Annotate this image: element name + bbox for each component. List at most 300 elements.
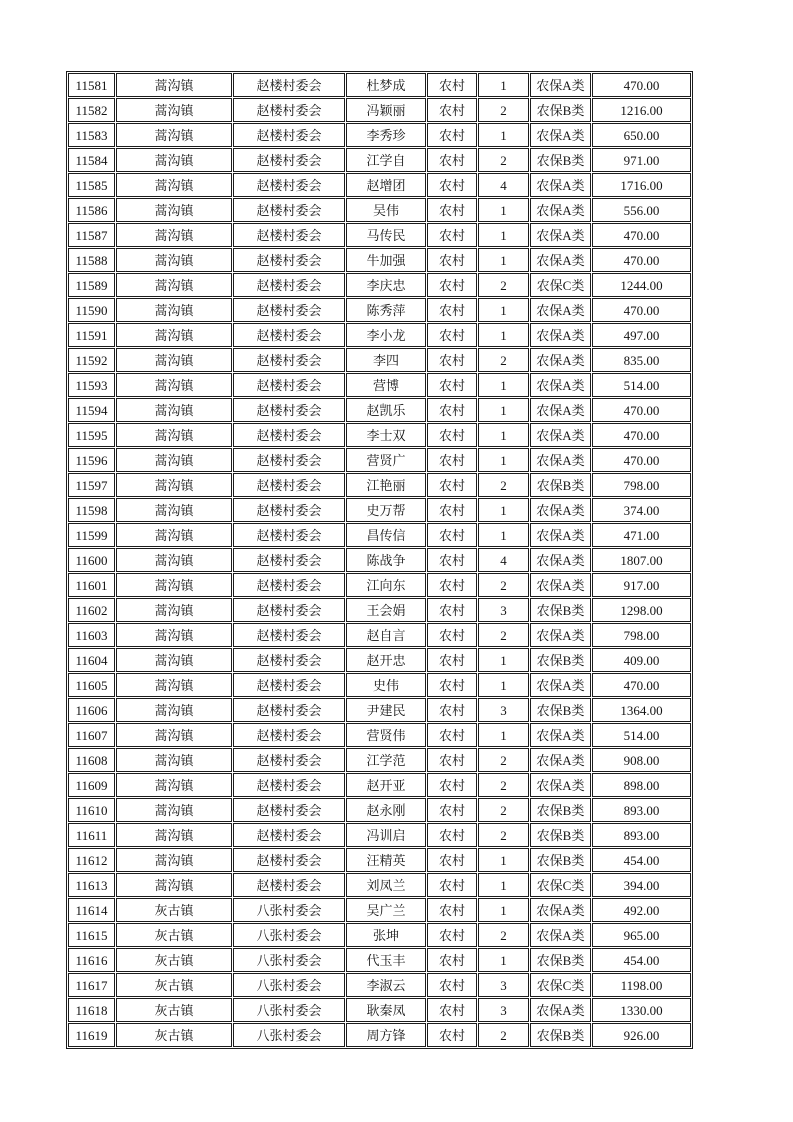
table-row [68, 398, 691, 422]
cell-insurance-category: 农保A类 [530, 223, 591, 247]
cell-residence-type: 农村 [427, 748, 477, 772]
cell-insurance-category: 农保B类 [530, 848, 591, 872]
cell-person-name: 史伟 [346, 673, 426, 697]
cell-record-id: 11608 [68, 748, 115, 772]
cell-insurance-category: 农保A类 [530, 373, 591, 397]
table-row [68, 423, 691, 447]
cell-insurance-category: 农保A类 [530, 498, 591, 522]
table-row [68, 298, 691, 322]
cell-amount: 893.00 [592, 798, 691, 822]
cell-town: 蒿沟镇 [116, 323, 232, 347]
cell-person-count: 1 [478, 498, 529, 522]
cell-insurance-category: 农保A类 [530, 423, 591, 447]
table-row [68, 148, 691, 172]
table-row [68, 873, 691, 897]
cell-person-name: 营贤伟 [346, 723, 426, 747]
cell-record-id: 11604 [68, 648, 115, 672]
cell-person-name: 耿秦凤 [346, 998, 426, 1022]
cell-amount: 1298.00 [592, 598, 691, 622]
cell-person-name: 江学范 [346, 748, 426, 772]
cell-person-name: 江学自 [346, 148, 426, 172]
table-row [68, 123, 691, 147]
cell-insurance-category: 农保A类 [530, 348, 591, 372]
cell-insurance-category: 农保B类 [530, 98, 591, 122]
table-row [68, 1023, 691, 1047]
cell-residence-type: 农村 [427, 123, 477, 147]
table-row [68, 523, 691, 547]
cell-residence-type: 农村 [427, 273, 477, 297]
cell-person-count: 2 [478, 273, 529, 297]
cell-town: 蒿沟镇 [116, 723, 232, 747]
cell-amount: 965.00 [592, 923, 691, 947]
cell-residence-type: 农村 [427, 523, 477, 547]
cell-person-count: 2 [478, 1023, 529, 1047]
cell-record-id: 11614 [68, 898, 115, 922]
cell-town: 灰古镇 [116, 923, 232, 947]
cell-insurance-category: 农保A类 [530, 748, 591, 772]
table-row [68, 173, 691, 197]
cell-record-id: 11607 [68, 723, 115, 747]
cell-village-committee: 赵楼村委会 [233, 648, 345, 672]
cell-town: 蒿沟镇 [116, 823, 232, 847]
cell-village-committee: 赵楼村委会 [233, 398, 345, 422]
table-row [68, 773, 691, 797]
cell-person-count: 1 [478, 523, 529, 547]
cell-amount: 908.00 [592, 748, 691, 772]
cell-amount: 470.00 [592, 248, 691, 272]
cell-amount: 470.00 [592, 448, 691, 472]
cell-residence-type: 农村 [427, 448, 477, 472]
cell-person-count: 2 [478, 623, 529, 647]
cell-residence-type: 农村 [427, 198, 477, 222]
cell-person-count: 3 [478, 998, 529, 1022]
cell-person-name: 史万帮 [346, 498, 426, 522]
table-row [68, 898, 691, 922]
cell-town: 蒿沟镇 [116, 698, 232, 722]
cell-town: 蒿沟镇 [116, 273, 232, 297]
cell-village-committee: 赵楼村委会 [233, 573, 345, 597]
cell-town: 蒿沟镇 [116, 623, 232, 647]
table-row [68, 323, 691, 347]
cell-amount: 650.00 [592, 123, 691, 147]
cell-record-id: 11602 [68, 598, 115, 622]
cell-record-id: 11612 [68, 848, 115, 872]
cell-person-count: 1 [478, 898, 529, 922]
table-body [68, 73, 691, 1047]
cell-person-name: 王会娟 [346, 598, 426, 622]
cell-village-committee: 赵楼村委会 [233, 123, 345, 147]
cell-town: 蒿沟镇 [116, 73, 232, 97]
cell-residence-type: 农村 [427, 898, 477, 922]
cell-record-id: 11590 [68, 298, 115, 322]
cell-residence-type: 农村 [427, 173, 477, 197]
cell-insurance-category: 农保A类 [530, 898, 591, 922]
table-row [68, 648, 691, 672]
cell-insurance-category: 农保B类 [530, 148, 591, 172]
cell-person-count: 1 [478, 723, 529, 747]
cell-person-count: 1 [478, 873, 529, 897]
table-row [68, 998, 691, 1022]
cell-record-id: 11619 [68, 1023, 115, 1047]
cell-person-count: 1 [478, 673, 529, 697]
cell-village-committee: 赵楼村委会 [233, 623, 345, 647]
cell-residence-type: 农村 [427, 323, 477, 347]
table-row [68, 273, 691, 297]
cell-amount: 492.00 [592, 898, 691, 922]
cell-village-committee: 赵楼村委会 [233, 373, 345, 397]
cell-record-id: 11582 [68, 98, 115, 122]
cell-record-id: 11609 [68, 773, 115, 797]
cell-person-name: 江艳丽 [346, 473, 426, 497]
cell-record-id: 11598 [68, 498, 115, 522]
cell-amount: 394.00 [592, 873, 691, 897]
cell-residence-type: 农村 [427, 473, 477, 497]
cell-town: 蒿沟镇 [116, 448, 232, 472]
cell-amount: 798.00 [592, 473, 691, 497]
cell-residence-type: 农村 [427, 673, 477, 697]
table-row [68, 923, 691, 947]
cell-person-count: 1 [478, 198, 529, 222]
cell-town: 蒿沟镇 [116, 573, 232, 597]
cell-insurance-category: 农保A类 [530, 173, 591, 197]
cell-person-name: 周方锋 [346, 1023, 426, 1047]
cell-village-committee: 赵楼村委会 [233, 723, 345, 747]
cell-residence-type: 农村 [427, 548, 477, 572]
cell-residence-type: 农村 [427, 923, 477, 947]
cell-record-id: 11616 [68, 948, 115, 972]
cell-person-name: 江向东 [346, 573, 426, 597]
cell-record-id: 11585 [68, 173, 115, 197]
cell-town: 灰古镇 [116, 948, 232, 972]
cell-person-count: 3 [478, 973, 529, 997]
cell-record-id: 11587 [68, 223, 115, 247]
cell-town: 蒿沟镇 [116, 248, 232, 272]
cell-person-name: 冯训启 [346, 823, 426, 847]
cell-residence-type: 农村 [427, 873, 477, 897]
cell-amount: 1198.00 [592, 973, 691, 997]
cell-amount: 374.00 [592, 498, 691, 522]
cell-residence-type: 农村 [427, 723, 477, 747]
cell-residence-type: 农村 [427, 498, 477, 522]
cell-person-name: 马传民 [346, 223, 426, 247]
cell-residence-type: 农村 [427, 373, 477, 397]
cell-insurance-category: 农保A类 [530, 573, 591, 597]
cell-person-name: 牛加强 [346, 248, 426, 272]
cell-village-committee: 八张村委会 [233, 898, 345, 922]
cell-amount: 454.00 [592, 948, 691, 972]
cell-village-committee: 赵楼村委会 [233, 198, 345, 222]
cell-person-count: 1 [478, 123, 529, 147]
cell-person-name: 吴广兰 [346, 898, 426, 922]
cell-residence-type: 农村 [427, 973, 477, 997]
cell-person-count: 2 [478, 823, 529, 847]
cell-residence-type: 农村 [427, 298, 477, 322]
cell-insurance-category: 农保A类 [530, 548, 591, 572]
cell-person-name: 李淑云 [346, 973, 426, 997]
cell-person-name: 营贤广 [346, 448, 426, 472]
table-row [68, 748, 691, 772]
cell-town: 蒿沟镇 [116, 748, 232, 772]
table-row [68, 948, 691, 972]
cell-record-id: 11583 [68, 123, 115, 147]
cell-person-count: 2 [478, 573, 529, 597]
cell-village-committee: 赵楼村委会 [233, 323, 345, 347]
cell-person-name: 赵增团 [346, 173, 426, 197]
cell-person-name: 代玉丰 [346, 948, 426, 972]
cell-amount: 470.00 [592, 298, 691, 322]
cell-town: 蒿沟镇 [116, 873, 232, 897]
cell-record-id: 11586 [68, 198, 115, 222]
cell-amount: 1330.00 [592, 998, 691, 1022]
cell-town: 蒿沟镇 [116, 98, 232, 122]
cell-person-name: 吴伟 [346, 198, 426, 222]
cell-residence-type: 农村 [427, 1023, 477, 1047]
cell-person-count: 1 [478, 848, 529, 872]
cell-record-id: 11618 [68, 998, 115, 1022]
cell-village-committee: 赵楼村委会 [233, 698, 345, 722]
cell-amount: 497.00 [592, 323, 691, 347]
cell-insurance-category: 农保A类 [530, 73, 591, 97]
cell-person-count: 1 [478, 73, 529, 97]
cell-record-id: 11581 [68, 73, 115, 97]
cell-amount: 409.00 [592, 648, 691, 672]
cell-residence-type: 农村 [427, 148, 477, 172]
cell-person-name: 李庆忠 [346, 273, 426, 297]
cell-insurance-category: 农保C类 [530, 873, 591, 897]
cell-village-committee: 赵楼村委会 [233, 423, 345, 447]
cell-insurance-category: 农保A类 [530, 123, 591, 147]
cell-person-name: 赵开亚 [346, 773, 426, 797]
cell-village-committee: 赵楼村委会 [233, 798, 345, 822]
cell-person-count: 4 [478, 173, 529, 197]
cell-insurance-category: 农保A类 [530, 248, 591, 272]
cell-residence-type: 农村 [427, 573, 477, 597]
cell-town: 灰古镇 [116, 998, 232, 1022]
table-row [68, 848, 691, 872]
cell-insurance-category: 农保C类 [530, 273, 591, 297]
cell-insurance-category: 农保A类 [530, 723, 591, 747]
cell-town: 蒿沟镇 [116, 198, 232, 222]
cell-record-id: 11595 [68, 423, 115, 447]
cell-person-name: 冯颖丽 [346, 98, 426, 122]
cell-town: 蒿沟镇 [116, 548, 232, 572]
cell-person-count: 1 [478, 323, 529, 347]
cell-residence-type: 农村 [427, 773, 477, 797]
cell-town: 灰古镇 [116, 1023, 232, 1047]
cell-village-committee: 赵楼村委会 [233, 848, 345, 872]
cell-person-count: 1 [478, 448, 529, 472]
table-row [68, 248, 691, 272]
table-row [68, 198, 691, 222]
cell-town: 蒿沟镇 [116, 298, 232, 322]
cell-record-id: 11588 [68, 248, 115, 272]
cell-amount: 471.00 [592, 523, 691, 547]
cell-residence-type: 农村 [427, 823, 477, 847]
cell-town: 灰古镇 [116, 973, 232, 997]
table-row [68, 223, 691, 247]
cell-person-count: 2 [478, 798, 529, 822]
cell-person-count: 3 [478, 698, 529, 722]
table-row [68, 498, 691, 522]
cell-residence-type: 农村 [427, 598, 477, 622]
cell-person-count: 1 [478, 223, 529, 247]
table-row [68, 623, 691, 647]
cell-record-id: 11615 [68, 923, 115, 947]
cell-record-id: 11603 [68, 623, 115, 647]
cell-insurance-category: 农保A类 [530, 998, 591, 1022]
cell-village-committee: 赵楼村委会 [233, 748, 345, 772]
cell-amount: 1807.00 [592, 548, 691, 572]
cell-record-id: 11584 [68, 148, 115, 172]
cell-insurance-category: 农保A类 [530, 923, 591, 947]
cell-person-count: 2 [478, 748, 529, 772]
cell-person-count: 2 [478, 148, 529, 172]
cell-amount: 470.00 [592, 673, 691, 697]
cell-person-name: 赵自言 [346, 623, 426, 647]
cell-village-committee: 赵楼村委会 [233, 173, 345, 197]
cell-person-count: 2 [478, 473, 529, 497]
cell-record-id: 11617 [68, 973, 115, 997]
cell-person-name: 李秀珍 [346, 123, 426, 147]
cell-residence-type: 农村 [427, 998, 477, 1022]
cell-person-count: 1 [478, 423, 529, 447]
cell-village-committee: 赵楼村委会 [233, 448, 345, 472]
cell-town: 蒿沟镇 [116, 798, 232, 822]
cell-insurance-category: 农保B类 [530, 798, 591, 822]
cell-person-count: 2 [478, 923, 529, 947]
cell-amount: 898.00 [592, 773, 691, 797]
cell-amount: 470.00 [592, 223, 691, 247]
cell-insurance-category: 农保A类 [530, 398, 591, 422]
cell-village-committee: 赵楼村委会 [233, 298, 345, 322]
cell-amount: 470.00 [592, 398, 691, 422]
cell-residence-type: 农村 [427, 248, 477, 272]
cell-person-count: 1 [478, 948, 529, 972]
table-row [68, 973, 691, 997]
table-row [68, 573, 691, 597]
cell-insurance-category: 农保B类 [530, 598, 591, 622]
cell-village-committee: 赵楼村委会 [233, 148, 345, 172]
cell-record-id: 11610 [68, 798, 115, 822]
table-row [68, 673, 691, 697]
cell-person-name: 汪精英 [346, 848, 426, 872]
cell-person-count: 4 [478, 548, 529, 572]
cell-amount: 454.00 [592, 848, 691, 872]
cell-record-id: 11592 [68, 348, 115, 372]
cell-record-id: 11599 [68, 523, 115, 547]
cell-village-committee: 八张村委会 [233, 923, 345, 947]
cell-village-committee: 赵楼村委会 [233, 348, 345, 372]
cell-residence-type: 农村 [427, 223, 477, 247]
cell-record-id: 11589 [68, 273, 115, 297]
cell-person-count: 1 [478, 373, 529, 397]
cell-person-name: 赵凯乐 [346, 398, 426, 422]
cell-village-committee: 赵楼村委会 [233, 273, 345, 297]
benefit-roster-table [66, 71, 693, 1049]
cell-person-name: 陈秀萍 [346, 298, 426, 322]
cell-village-committee: 赵楼村委会 [233, 773, 345, 797]
cell-amount: 1364.00 [592, 698, 691, 722]
table-row [68, 598, 691, 622]
cell-insurance-category: 农保A类 [530, 198, 591, 222]
cell-person-name: 张坤 [346, 923, 426, 947]
cell-residence-type: 农村 [427, 848, 477, 872]
cell-residence-type: 农村 [427, 73, 477, 97]
cell-amount: 1716.00 [592, 173, 691, 197]
cell-residence-type: 农村 [427, 398, 477, 422]
cell-insurance-category: 农保B类 [530, 823, 591, 847]
cell-village-committee: 赵楼村委会 [233, 873, 345, 897]
table-row [68, 373, 691, 397]
cell-insurance-category: 农保B类 [530, 1023, 591, 1047]
cell-amount: 1244.00 [592, 273, 691, 297]
cell-insurance-category: 农保A类 [530, 448, 591, 472]
cell-record-id: 11594 [68, 398, 115, 422]
cell-village-committee: 赵楼村委会 [233, 473, 345, 497]
cell-record-id: 11597 [68, 473, 115, 497]
cell-amount: 470.00 [592, 423, 691, 447]
cell-person-count: 2 [478, 98, 529, 122]
table-row [68, 473, 691, 497]
cell-village-committee: 赵楼村委会 [233, 98, 345, 122]
cell-amount: 470.00 [592, 73, 691, 97]
cell-village-committee: 八张村委会 [233, 998, 345, 1022]
table-row [68, 448, 691, 472]
cell-amount: 917.00 [592, 573, 691, 597]
cell-person-name: 赵开忠 [346, 648, 426, 672]
table-row [68, 823, 691, 847]
cell-residence-type: 农村 [427, 348, 477, 372]
table-row [68, 548, 691, 572]
cell-insurance-category: 农保A类 [530, 323, 591, 347]
cell-residence-type: 农村 [427, 423, 477, 447]
cell-town: 蒿沟镇 [116, 473, 232, 497]
cell-person-name: 陈战争 [346, 548, 426, 572]
cell-person-name: 赵永刚 [346, 798, 426, 822]
cell-village-committee: 赵楼村委会 [233, 823, 345, 847]
cell-insurance-category: 农保A类 [530, 623, 591, 647]
cell-record-id: 11601 [68, 573, 115, 597]
cell-person-count: 2 [478, 773, 529, 797]
table-row [68, 73, 691, 97]
cell-village-committee: 八张村委会 [233, 1023, 345, 1047]
cell-person-name: 刘凤兰 [346, 873, 426, 897]
cell-residence-type: 农村 [427, 623, 477, 647]
cell-village-committee: 八张村委会 [233, 948, 345, 972]
cell-town: 灰古镇 [116, 898, 232, 922]
cell-record-id: 11600 [68, 548, 115, 572]
cell-insurance-category: 农保B类 [530, 648, 591, 672]
cell-residence-type: 农村 [427, 648, 477, 672]
cell-town: 蒿沟镇 [116, 523, 232, 547]
cell-record-id: 11611 [68, 823, 115, 847]
cell-town: 蒿沟镇 [116, 773, 232, 797]
cell-insurance-category: 农保B类 [530, 948, 591, 972]
cell-residence-type: 农村 [427, 798, 477, 822]
cell-person-name: 李士双 [346, 423, 426, 447]
cell-residence-type: 农村 [427, 948, 477, 972]
cell-village-committee: 赵楼村委会 [233, 73, 345, 97]
cell-town: 蒿沟镇 [116, 423, 232, 447]
cell-town: 蒿沟镇 [116, 598, 232, 622]
cell-town: 蒿沟镇 [116, 223, 232, 247]
cell-town: 蒿沟镇 [116, 848, 232, 872]
cell-amount: 926.00 [592, 1023, 691, 1047]
cell-insurance-category: 农保A类 [530, 773, 591, 797]
cell-insurance-category: 农保C类 [530, 973, 591, 997]
cell-town: 蒿沟镇 [116, 498, 232, 522]
cell-person-count: 1 [478, 398, 529, 422]
